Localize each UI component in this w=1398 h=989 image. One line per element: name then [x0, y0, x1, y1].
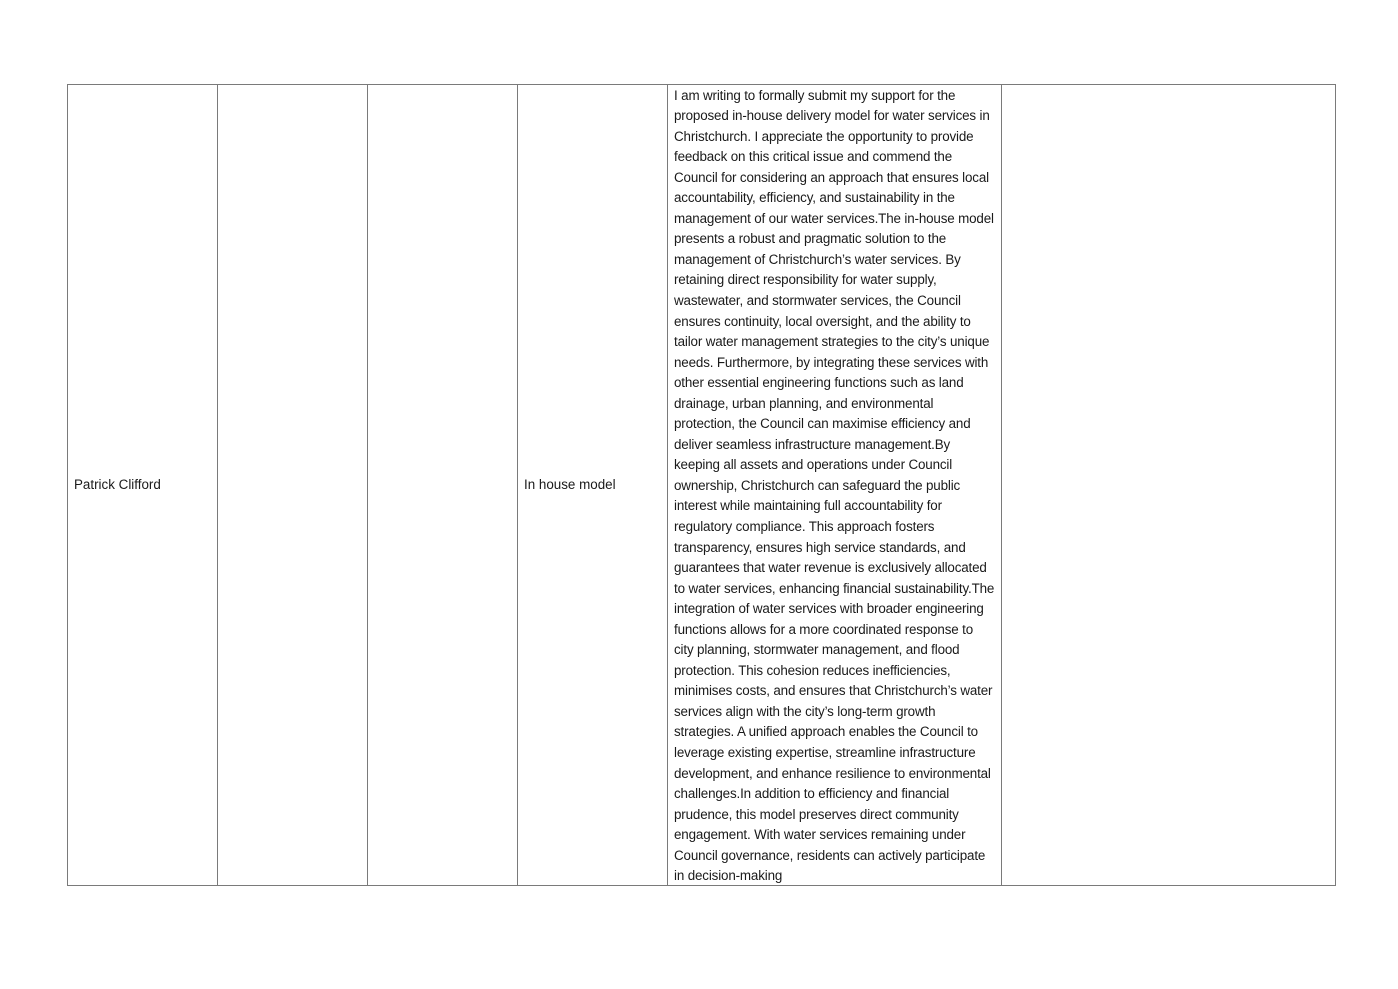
preferred-model-cell: In house model — [518, 85, 668, 886]
submitter-name-cell: Patrick Clifford — [68, 85, 218, 886]
empty-cell — [368, 85, 518, 886]
empty-cell — [218, 85, 368, 886]
comment-text: I am writing to formally submit my support for the proposed in-house delivery model for water services in Christchurch. I appreciate the opportunity to provide feedback on this critical issue and commend the Council for considering an approach that ensures local accountability, efficiency, and sustainability in the management of our water services.The in-house model presents a robust and pragmatic solution to the management of Christchurch’s water services. By retaining direct responsibility for water supply, wastewater, and stormwater services, the Council ensures continuity, local oversight, and the ability to tailor water management strategies to the city’s unique needs. Furthermore, by integrating these services with other essential engineering functions such as land drainage, urban planning, and environmental protection, the Council can maximise efficiency and deliver seamless infrastructure management.By keeping all assets and operations under Council ownership, Christchurch can safeguard the public interest while maintaining full accountability for regulatory compliance. This approach fosters transparency, ensures high service standards, and guarantees that water revenue is exclusively allocated to water services, enhancing financial sustainability.The integration of water services with broader engineering functions allows for a more coordinated response to city planning, stormwater management, and flood protection. This cohesion reduces inefficiencies, minimises costs, and ensures that Christchurch’s water services align with the city’s long-term growth strategies. A unified approach enables the Council to leverage existing expertise, streamline infrastructure development, and enhance resilience to environmental challenges.In addition to efficiency and financial prudence, this model preserves direct community engagement. With water services remaining under Council governance, residents can actively participate in decision-making — [674, 87, 995, 884]
table-row — [68, 85, 1336, 886]
comment-cell — [668, 85, 1002, 886]
submissions-table — [67, 84, 1336, 886]
empty-cell — [1002, 85, 1336, 886]
